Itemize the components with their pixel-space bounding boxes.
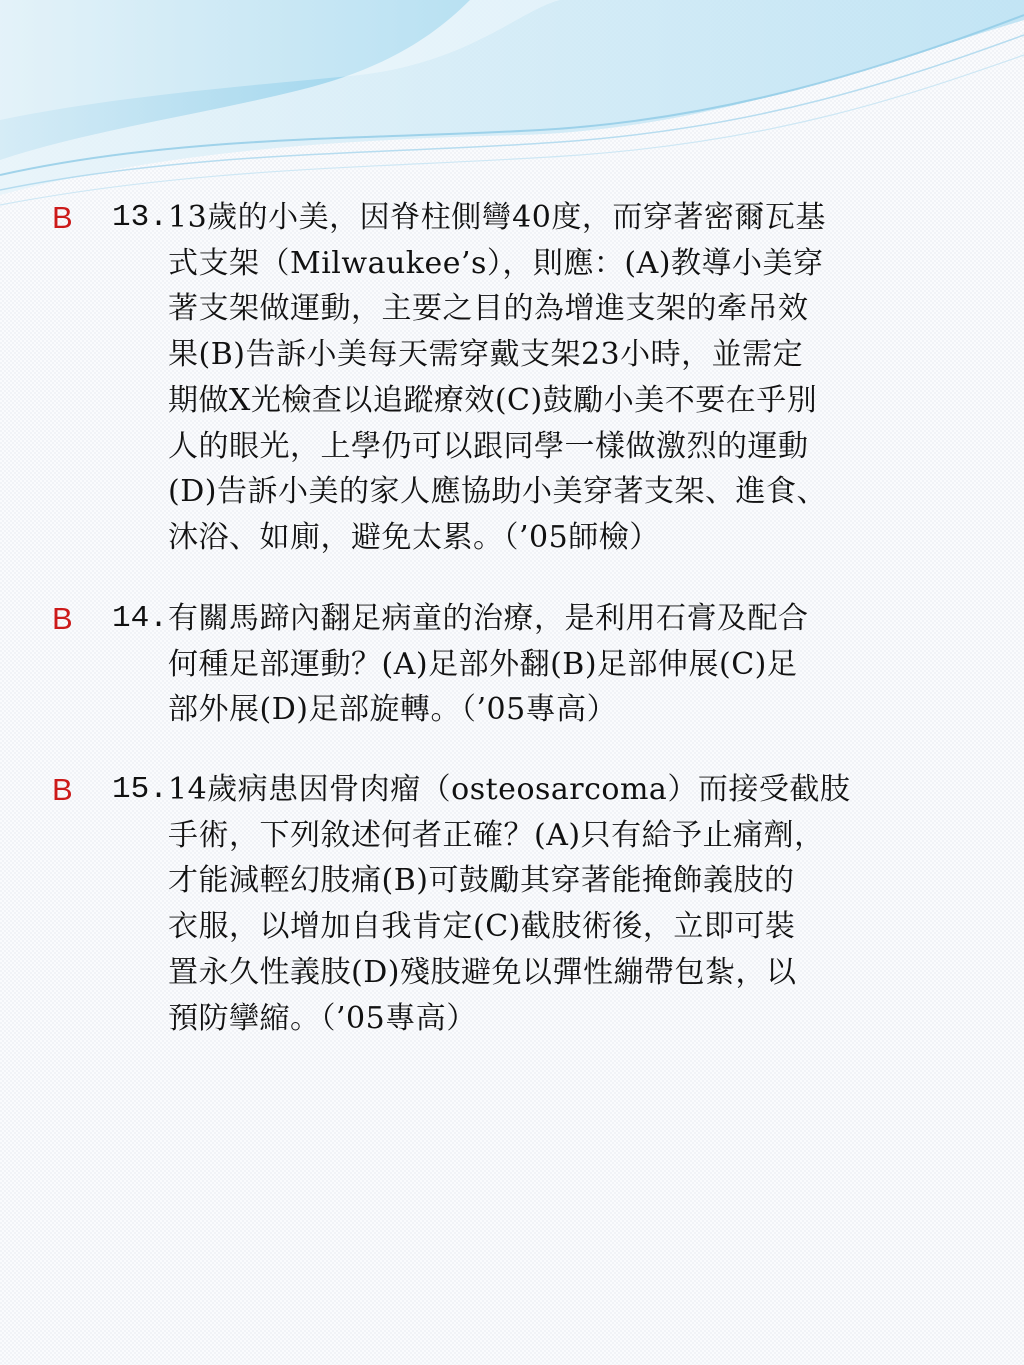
question-text-line: 何種足部運動？(A)足部外翻(B)足部伸展(C)足 bbox=[168, 646, 798, 682]
question-text bbox=[168, 767, 968, 1041]
question-text-line: (D)告訴小美的家人應協助小美穿著支架、進食、 bbox=[168, 474, 827, 510]
question-text-line: 手術，下列敘述何者正確？(A)只有給予止痛劑， bbox=[168, 817, 825, 853]
question-text-line: 人的眼光，上學仍可以跟同學一樣做激烈的運動 bbox=[168, 428, 809, 464]
question-text-line: 有關馬蹄內翻足病童的治療，是利用石膏及配合 bbox=[168, 601, 809, 636]
question-text-line: 著支架做運動，主要之目的為增進支架的牽吊效 bbox=[168, 291, 809, 327]
question-number: 14. bbox=[112, 601, 168, 636]
question-text-line: 14歲病患因骨肉瘤（osteosarcoma）而接受截肢 bbox=[168, 772, 851, 807]
question-number: 13. bbox=[112, 200, 168, 235]
question-text-line: 置永久性義肢(D)殘肢避免以彈性繃帶包紮，以 bbox=[168, 954, 797, 990]
answer-label: B bbox=[52, 601, 73, 636]
question-text-line: 13歲的小美，因脊柱側彎40度，而穿著密爾瓦基 bbox=[168, 200, 826, 235]
question-text bbox=[168, 596, 968, 733]
question-text-line: 期做X光檢查以追蹤療效(C)鼓勵小美不要在乎別 bbox=[168, 382, 818, 418]
question-text-line: 沐浴、如廁，避免太累。（’05師檢） bbox=[168, 519, 660, 555]
question-text-line: 果(B)告訴小美每天需穿戴支架23小時，並需定 bbox=[168, 337, 804, 373]
question-text-line: 部外展(D)足部旋轉。（’05專高） bbox=[168, 692, 618, 728]
question-text-line: 衣服，以增加自我肯定(C)截肢術後，立即可裝 bbox=[168, 909, 796, 945]
answer-label: B bbox=[52, 200, 73, 235]
question-text-line: 才能減輕幻肢痛(B)可鼓勵其穿著能掩飾義肢的 bbox=[168, 863, 795, 899]
question-number: 15. bbox=[112, 772, 168, 807]
question-text bbox=[168, 195, 968, 561]
question-text-line: 式支架（Milwaukee’s），則應：(A)教導小美穿 bbox=[168, 245, 824, 281]
question-text-line: 預防攣縮。（’05專高） bbox=[168, 1000, 477, 1036]
header-wave-decoration bbox=[0, 0, 1024, 220]
answer-label: B bbox=[52, 772, 73, 807]
